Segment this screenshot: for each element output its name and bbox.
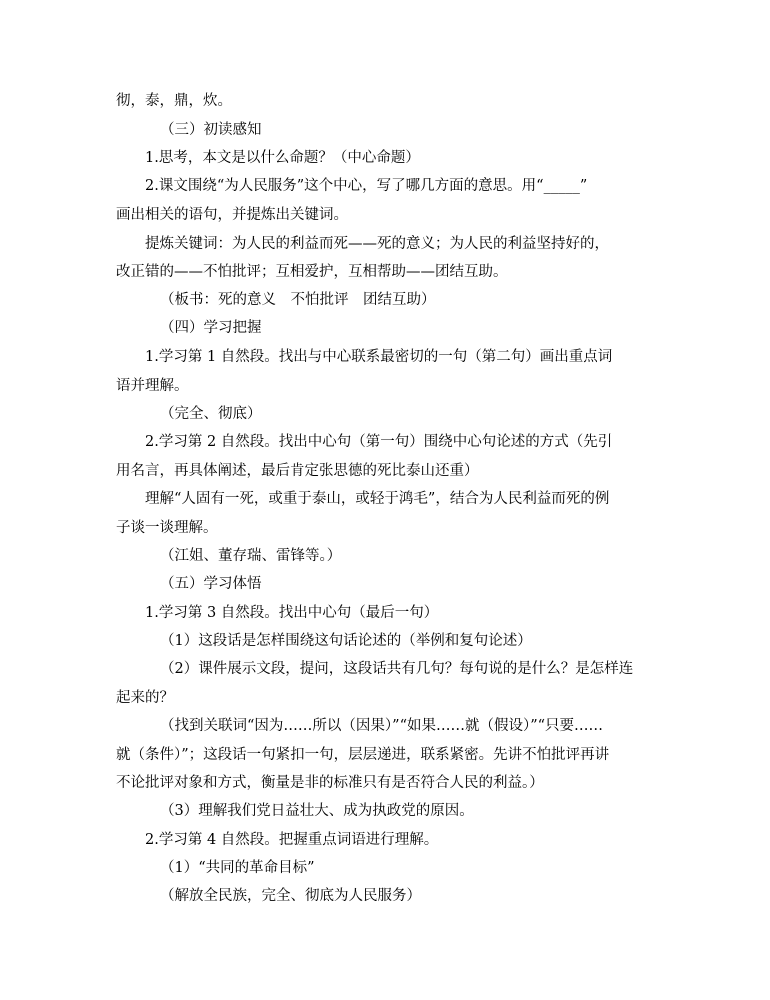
text-line: 理解“人固有一死，或重于泰山，或轻于鸿毛”，结合为人民利益而死的例 <box>145 491 610 507</box>
text-line: 不论批评对象和方式，衡量是非的标准只有是否符合人民的利益。） <box>116 775 544 791</box>
section-heading: （五）学习体悟 <box>160 576 262 592</box>
text-line: （解放全民族，完全、彻底为人民服务） <box>160 888 421 904</box>
text-line: 1.思考，本文是以什么命题？（中心命题） <box>145 150 420 166</box>
text-line: 画出相关的语句，并提炼出关键词。 <box>116 207 348 223</box>
text-line: 1.学习第 3 自然段。找出中心句（最后一句） <box>145 605 439 621</box>
section-heading: （三）初读感知 <box>160 122 262 138</box>
text-line: （3）理解我们党日益壮大、成为执政党的原因。 <box>160 803 474 819</box>
text-line: 2.学习第 2 自然段。找出中心句（第一句）围绕中心句论述的方式（先引 <box>145 434 613 450</box>
text-line: 改正错的——不怕批评；互相爱护，互相帮助——团结互助。 <box>116 264 508 280</box>
text-line: （完全、彻底） <box>160 406 262 422</box>
text-line: （江姐、董存瑞、雷锋等。） <box>160 548 342 564</box>
text-line: 1.学习第 1 自然段。找出与中心联系最密切的一句（第二句）画出重点词 <box>145 349 613 365</box>
text-line: （板书：死的意义 不怕批评 团结互助） <box>160 292 436 308</box>
text-line: 提炼关键词：为人民的利益而死——死的意义；为人民的利益坚持好的， <box>145 236 609 252</box>
text-line: 起来的？ <box>116 690 174 706</box>
text-line: 就（条件）”；这段话一句紧扣一句，层层递进，联系紧密。先讲不怕批评再讲 <box>116 747 610 763</box>
section-heading: （四）学习把握 <box>160 320 262 336</box>
text-line: 语并理解。 <box>116 378 189 394</box>
text-line: 彻，泰，鼎，炊。 <box>116 93 232 109</box>
text-line: （2）课件展示文段，提问，这段话共有几句？每句说的是什么？是怎样连 <box>160 661 634 677</box>
text-line: 子谈一谈理解。 <box>116 520 218 536</box>
text-line: 2.学习第 4 自然段。把握重点词语进行理解。 <box>145 832 439 848</box>
text-line: 用名言，再具体阐述，最后肯定张思德的死比泰山还重） <box>116 463 479 479</box>
text-line: （1）这段话是怎样围绕这句话论述的（举例和复句论述） <box>160 633 532 649</box>
text-line: （找到关联词“因为……所以（因果）”“如果……就（假设）”“只要…… <box>160 718 604 734</box>
text-line: 2.课文围绕“为人民服务”这个中心，写了哪几方面的意思。用“_____” <box>145 178 588 194</box>
text-line: （1）“共同的革命目标” <box>160 860 315 876</box>
